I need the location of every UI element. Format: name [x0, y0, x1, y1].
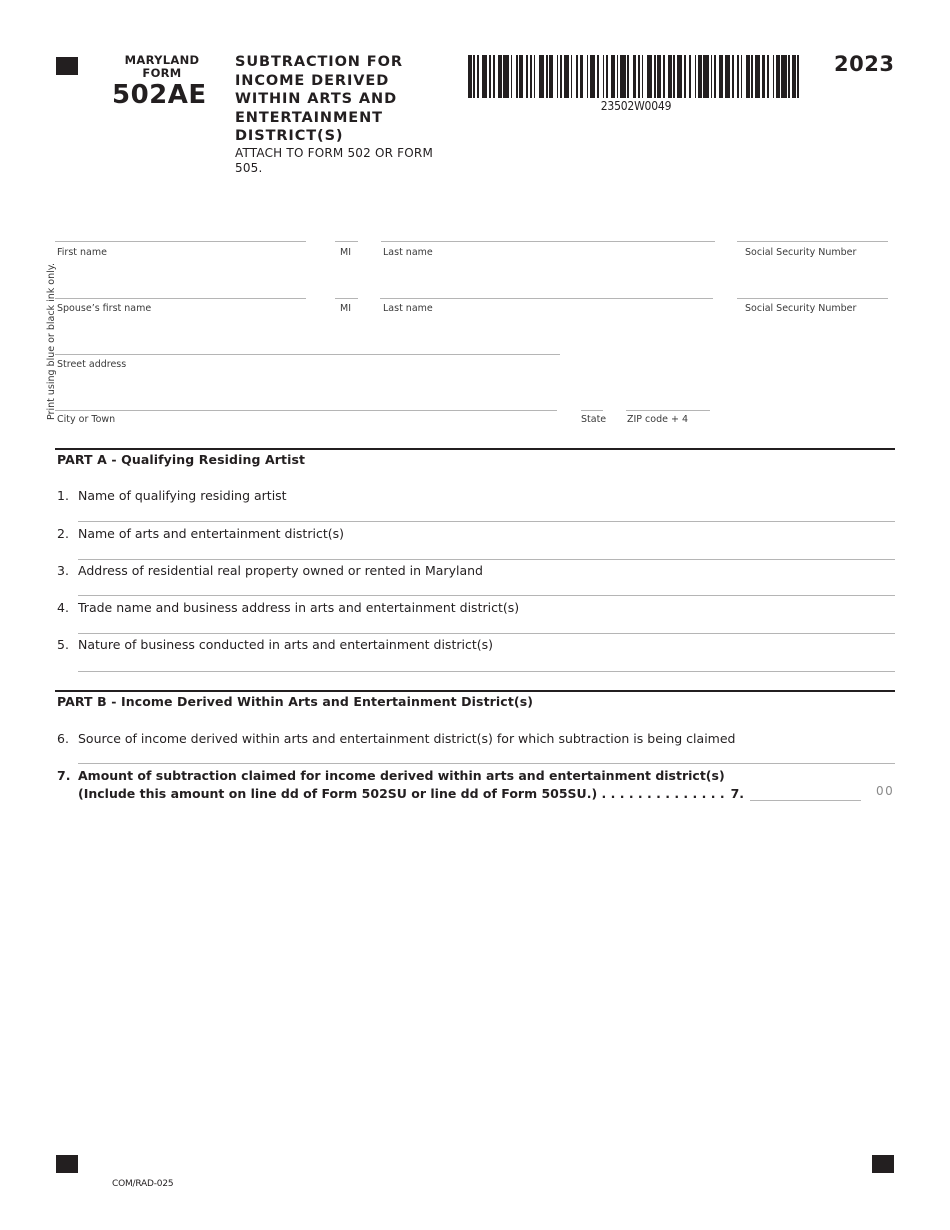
attach-line: 505. [235, 161, 263, 175]
spouse-mi-field[interactable] [336, 279, 358, 297]
form-number: 502AE [112, 80, 207, 110]
line-3-rule [78, 595, 895, 596]
line-number: 3. [57, 563, 69, 578]
line-number: 1. [57, 488, 69, 503]
barcode-bar [799, 55, 803, 98]
spouse-first-name-line [55, 298, 306, 299]
line-2-rule [78, 559, 895, 560]
part-a-title: PART A - Qualifying Residing Artist [57, 452, 306, 467]
spouse-last-name-line [380, 298, 713, 299]
line-3 [57, 563, 483, 578]
line-1-field[interactable] [80, 503, 894, 520]
line-7-continued [78, 786, 744, 801]
form-word: FORM [142, 66, 182, 80]
line-label: Trade name and business address in arts and entertainment district(s) [78, 600, 520, 615]
spouse-mi-line [335, 298, 358, 299]
street-address-line [55, 354, 560, 355]
registration-mark-bottom-left [56, 1155, 78, 1173]
ssn-label: Social Security Number [745, 247, 857, 258]
state-label: State [581, 414, 607, 425]
last-name-label: Last name [383, 247, 433, 258]
barcode [468, 55, 804, 98]
last-name-field[interactable] [382, 222, 714, 240]
part-b-divider [55, 690, 895, 692]
spouse-mi-label: MI [340, 303, 351, 314]
line-4-rule [78, 633, 895, 634]
spouse-last-name-field[interactable] [381, 279, 712, 297]
line-7-amount-line [750, 800, 861, 801]
zip-label: ZIP code + 4 [627, 414, 689, 425]
barcode-text: 23502W0049 [600, 99, 672, 113]
state-line [581, 410, 603, 411]
first-name-label: First name [57, 247, 107, 258]
form-title-line: INCOME DERIVED [235, 72, 390, 89]
line-1 [57, 488, 287, 503]
form-title-line: SUBTRACTION FOR [235, 54, 403, 70]
zip-line [626, 410, 710, 411]
ink-instruction: Print using blue or black ink only. [46, 262, 57, 420]
city-field[interactable] [57, 391, 556, 409]
line-5-field[interactable] [80, 653, 894, 670]
street-address-label: Street address [57, 359, 127, 370]
part-b-title: PART B - Income Derived Within Arts and Entertainment District(s) [57, 694, 534, 709]
form-title-line: DISTRICT(S) [235, 128, 344, 144]
form-title-line: WITHIN ARTS AND [235, 91, 398, 107]
form-state: MARYLAND [124, 53, 200, 67]
line-6-rule [78, 763, 895, 764]
line-label-continued: (Include this amount on line dd of Form 502SU or line dd of Form 505SU.) [78, 786, 598, 801]
line-2 [57, 526, 344, 541]
line-5 [57, 637, 493, 652]
attach-instruction [235, 146, 433, 176]
line-number: 7. [57, 768, 71, 783]
spouse-ssn-label: Social Security Number [745, 303, 857, 314]
line-7-amount-field[interactable] [751, 783, 860, 799]
mi-label: MI [340, 247, 351, 258]
form-code: COM/RAD-025 [112, 1179, 174, 1189]
ssn-line [737, 241, 888, 242]
street-address-field[interactable] [57, 335, 559, 353]
first-name-line [55, 241, 306, 242]
mi-field[interactable] [336, 222, 358, 240]
line-2-field[interactable] [80, 541, 894, 558]
line-number: 2. [57, 526, 69, 541]
line-label: Source of income derived within arts and entertainment district(s) for which subtraction is being claimed [78, 731, 736, 746]
form-title [235, 53, 403, 146]
line-label: Nature of business conducted in arts and entertainment district(s) [78, 637, 493, 652]
line-label: Name of qualifying residing artist [78, 488, 287, 503]
spouse-first-name-label: Spouse’s first name [57, 303, 152, 314]
line-3-field[interactable] [80, 577, 894, 594]
line-4 [57, 600, 519, 615]
spouse-ssn-line [737, 298, 888, 299]
line-label: Address of residential real property owned or rented in Maryland [78, 563, 483, 578]
line-number: 5. [57, 637, 69, 652]
line-1-rule [78, 521, 895, 522]
line-4-field[interactable] [80, 615, 894, 632]
city-label: City or Town [57, 414, 116, 425]
tax-year: 2023 [834, 52, 895, 76]
line-5-rule [78, 671, 895, 672]
line-7 [57, 768, 725, 783]
line-number: 4. [57, 600, 69, 615]
dot-leader: . . . . . . . . . . . . . . [597, 786, 725, 801]
registration-mark-bottom-right [872, 1155, 894, 1173]
attach-line: ATTACH TO FORM 502 OR FORM [235, 146, 434, 160]
last-name-line [381, 241, 715, 242]
first-name-field[interactable] [57, 222, 305, 240]
city-line [55, 410, 557, 411]
zip-field[interactable] [627, 391, 709, 409]
form-title-line: ENTERTAINMENT [235, 109, 383, 126]
line-label: Name of arts and entertainment district(s) [78, 526, 344, 541]
ssn-field[interactable] [738, 222, 888, 240]
line-6 [57, 731, 735, 746]
spouse-first-name-field[interactable] [57, 279, 305, 297]
state-field[interactable] [582, 391, 603, 409]
line-label: Amount of subtraction claimed for income derived within arts and entertainment district(s) [78, 768, 725, 783]
line-ref: 7. [730, 786, 745, 801]
registration-mark-top-left [56, 57, 78, 75]
line-number: 6. [57, 731, 69, 746]
spouse-ssn-field[interactable] [738, 279, 888, 297]
line-6-field[interactable] [80, 745, 894, 762]
mi-line [335, 241, 358, 242]
line-7-cents: 00 [876, 784, 895, 798]
spouse-last-name-label: Last name [383, 303, 433, 314]
part-a-divider [55, 448, 895, 450]
